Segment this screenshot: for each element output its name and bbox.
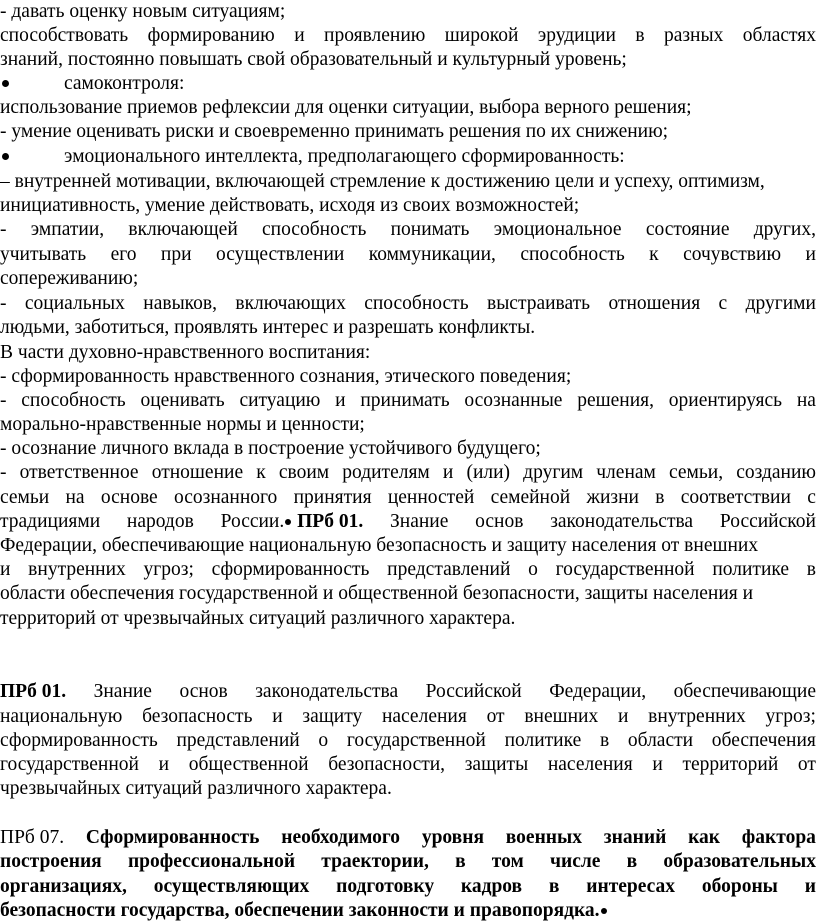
text-line: знаний, постоянно повышать свой образовательный и культурный уровень; — [0, 49, 627, 70]
word: сформированность — [0, 730, 158, 751]
text-line-justified — [0, 680, 816, 704]
text-line-justified — [0, 558, 816, 582]
text-line: морально-нравственные нормы и ценности; — [0, 414, 365, 435]
word: внутренних — [648, 706, 746, 727]
text-line-justified — [0, 218, 816, 242]
word: - — [0, 293, 7, 314]
word-with-bullet — [221, 510, 364, 534]
word: родителям — [342, 462, 430, 483]
word: его — [110, 244, 137, 265]
word: о — [528, 559, 538, 580]
word: включающей — [128, 219, 238, 240]
word: осуществляющих — [153, 876, 310, 897]
word: ситуацию — [239, 390, 321, 411]
word: в — [655, 487, 665, 508]
word: в — [599, 730, 610, 751]
word: и — [158, 754, 170, 775]
bullet-icon — [2, 153, 9, 160]
word: эмоциональное — [493, 219, 622, 240]
word: отношение — [151, 462, 244, 483]
word: представлений — [176, 730, 300, 751]
word: Российской — [425, 681, 522, 702]
word: обеспечения — [711, 730, 816, 751]
text-line-justified — [0, 826, 816, 850]
word: законодательства — [255, 681, 399, 702]
word: понимать — [390, 219, 470, 240]
word: с — [807, 487, 816, 508]
word: как — [688, 827, 721, 848]
word: семьи — [0, 487, 50, 508]
word: построения — [0, 851, 102, 872]
word: населения — [547, 754, 633, 775]
word: и — [805, 244, 816, 265]
word: национальную — [0, 706, 123, 727]
word: состояние — [645, 219, 730, 240]
word: законодательства — [550, 511, 694, 532]
word: основ — [179, 681, 228, 702]
word: разных — [663, 25, 724, 46]
text-line: - давать оценку новым ситуациям; — [0, 1, 286, 22]
word: навыков, — [143, 293, 217, 314]
word: жизни — [586, 487, 639, 508]
text-line-justified — [0, 461, 816, 485]
word: ценностей — [387, 487, 475, 508]
word: организациях, — [0, 876, 127, 897]
code-label: ПРб 01. — [297, 511, 364, 532]
word: с — [718, 293, 728, 314]
word: и — [272, 706, 283, 727]
word: проявлению — [324, 25, 426, 46]
text-line: использование приемов рефлексии для оценки ситуации, выбора верного решения; — [0, 97, 692, 118]
word: обороны — [701, 876, 778, 897]
text-line: - осознание личного вклада в построение устойчивого будущего; — [0, 438, 541, 459]
word: в — [626, 851, 638, 872]
word: семьи, — [669, 462, 724, 483]
word: принятия — [293, 487, 372, 508]
word: образовательных — [663, 851, 816, 872]
word: том — [491, 851, 524, 872]
word: внешних — [524, 706, 599, 727]
word: знаний — [603, 827, 667, 848]
word: другими — [745, 293, 816, 314]
text-line-justified — [0, 753, 816, 777]
word: населения — [381, 706, 467, 727]
word: широкой — [444, 25, 519, 46]
word: интересах — [586, 876, 676, 897]
word: в — [806, 559, 816, 580]
word: от — [797, 754, 816, 775]
word: социальных — [24, 293, 125, 314]
word: ответственное — [19, 462, 139, 483]
word: и — [617, 706, 629, 727]
word: внутренних — [28, 559, 126, 580]
word: осознанного — [173, 487, 278, 508]
text-line — [0, 899, 816, 923]
word: представлений — [387, 559, 511, 580]
word: соответствии — [680, 487, 791, 508]
bullet-icon — [601, 908, 607, 914]
word: подготовку — [336, 876, 435, 897]
word: других, — [753, 219, 816, 240]
word: в — [548, 876, 560, 897]
word: в — [635, 25, 645, 46]
word: (или) — [466, 462, 511, 483]
word: при — [160, 244, 192, 265]
text-line: В части духовно-нравственного воспитания: — [0, 342, 371, 363]
text-line: - умение оценивать риски и своевременно принимать решения по их снижению; — [0, 121, 669, 142]
word: территорий — [682, 754, 779, 775]
word: Знание — [93, 681, 152, 702]
word: способность — [364, 293, 469, 314]
word: сочувствию — [683, 244, 782, 265]
text-line-justified — [0, 705, 816, 729]
word: к — [649, 244, 659, 265]
text-line: области обеспечения государственной и общественной безопасности, защиты населения и — [0, 583, 754, 604]
word: необходимого — [281, 827, 401, 848]
word: осуществлении — [215, 244, 345, 265]
word: другим — [523, 462, 584, 483]
word: числе — [549, 851, 601, 872]
word: на — [65, 487, 85, 508]
word: и — [294, 25, 305, 46]
word: сформированность — [211, 559, 370, 580]
word: ориентируясь — [668, 390, 783, 411]
text-line: – внутренней мотивации, включающей стремление к достижению цели и успеху, оптимизм, — [0, 171, 765, 192]
word: семейной — [490, 487, 571, 508]
word: и — [335, 390, 346, 411]
word: - — [0, 462, 7, 483]
word: эрудиции — [537, 25, 616, 46]
word: отношения — [608, 293, 701, 314]
word: решения, — [577, 390, 655, 411]
word: эмпатии, — [30, 219, 105, 240]
word: траектории, — [321, 851, 429, 872]
word: способствовать — [0, 25, 129, 46]
word: - — [0, 219, 7, 240]
word: общественной — [188, 754, 309, 775]
word: области — [627, 730, 694, 751]
bullet-item — [0, 145, 816, 169]
word: угроз; — [765, 706, 816, 727]
word: в — [455, 851, 466, 872]
word: способность — [520, 244, 625, 265]
word: кадров — [460, 876, 523, 897]
word: к — [256, 462, 266, 483]
word: профессиональной — [127, 851, 296, 872]
text-line-justified — [0, 389, 816, 413]
text-line-justified — [0, 292, 816, 316]
word: созданию — [736, 462, 816, 483]
bullet-icon — [2, 80, 9, 87]
word: от — [486, 706, 505, 727]
word: Федерации, — [549, 681, 647, 702]
word: Сформированность — [85, 827, 260, 848]
word: безопасность — [142, 706, 253, 727]
code-label: ПРб 01. — [0, 681, 67, 702]
word: принимать — [360, 390, 450, 411]
word: членам — [596, 462, 656, 483]
text-line-justified — [0, 875, 816, 899]
code-label: ПРб 07. — [0, 827, 65, 848]
text-line: Федерации, обеспечивающие национальную безопасность и защиту населения от внешних — [0, 535, 759, 556]
word: - — [0, 390, 7, 411]
text-line: чрезвычайных ситуаций различного характера. — [0, 778, 392, 799]
text-line: - сформированность нравственного сознания, этического поведения; — [0, 366, 572, 387]
word: России. — [220, 511, 285, 532]
word: оценивать — [140, 390, 225, 411]
word: Знание — [389, 511, 449, 532]
word: своим — [278, 462, 330, 483]
word: и — [0, 559, 11, 580]
bullet-item — [0, 72, 816, 96]
word: традициями — [0, 511, 101, 532]
word: обеспечивающие — [673, 681, 816, 702]
word: государственной — [346, 730, 486, 751]
word: основе — [100, 487, 158, 508]
word: учитывать — [0, 244, 87, 265]
text-line: инициативность, умение действовать, исходя из своих возможностей; — [0, 195, 580, 216]
bullet-label: самоконтроля: — [64, 73, 185, 94]
word: о — [318, 730, 329, 751]
text-line-justified — [0, 24, 816, 48]
word: способность — [21, 390, 126, 411]
word: фактора — [741, 827, 816, 848]
word: Российской — [719, 511, 816, 532]
word: и — [804, 876, 816, 897]
word: уровня — [421, 827, 484, 848]
word: политике — [712, 559, 790, 580]
word: включающих — [235, 293, 346, 314]
text-line: сопереживанию; — [0, 268, 139, 289]
text-line: людьми, заботиться, проявлять интерес и разрешать конфликты. — [0, 317, 536, 338]
text-line-justified — [0, 850, 816, 874]
word: выстраивать — [486, 293, 591, 314]
bullet-label: эмоционального интеллекта, предполагающего сформированность: — [64, 146, 625, 167]
text-line-justified — [0, 729, 816, 753]
word: и — [442, 462, 454, 483]
word: и — [652, 754, 663, 775]
text-line-justified — [0, 510, 816, 534]
bullet-icon — [285, 519, 291, 525]
text-line: территорий от чрезвычайных ситуаций различного характера. — [0, 608, 516, 629]
word: политике — [504, 730, 582, 751]
word: областях — [742, 25, 816, 46]
word: способность — [261, 219, 367, 240]
text-span: безопасности государства, обеспечении законности и правопорядка. — [0, 900, 600, 921]
word: защиты — [464, 754, 529, 775]
word: военных — [505, 827, 583, 848]
text-line-justified — [0, 243, 816, 267]
word: государственной — [555, 559, 695, 580]
word: государственной — [0, 754, 139, 775]
word: на — [796, 390, 816, 411]
word: угроз; — [143, 559, 194, 580]
word: осознанные — [464, 390, 563, 411]
text-line-justified — [0, 486, 816, 510]
word: народов — [126, 511, 194, 532]
word: коммуникации, — [368, 244, 496, 265]
word: формированию — [147, 25, 275, 46]
word: безопасности, — [328, 754, 446, 775]
word: защиту — [302, 706, 363, 727]
word: основ — [475, 511, 524, 532]
